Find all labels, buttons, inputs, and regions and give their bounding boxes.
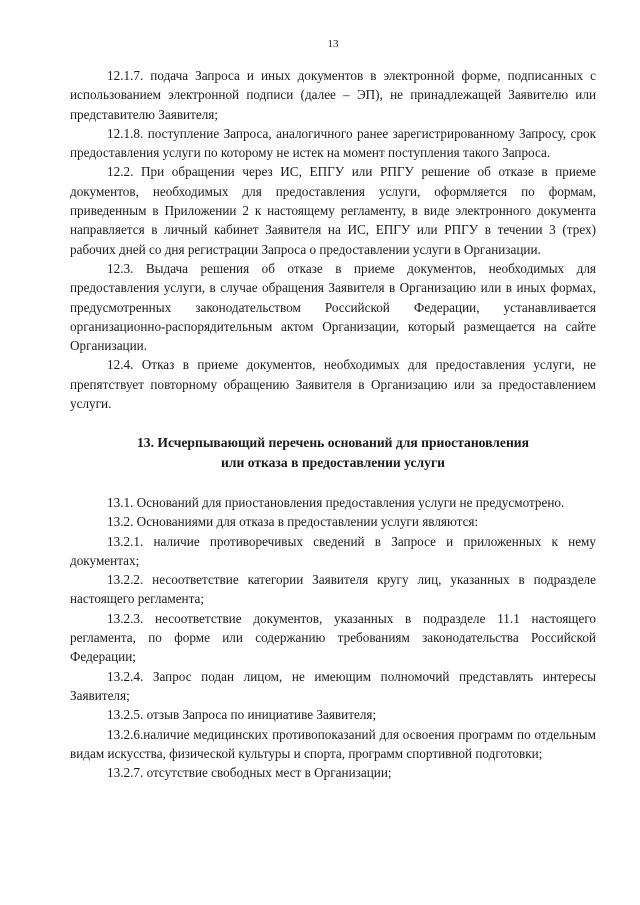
paragraph-13-2-2: 13.2.2. несоответствие категории Заявителя кругу лиц, указанных в подразделе настоящего регламента; — [70, 572, 596, 607]
paragraph-13-1: 13.1. Оснований для приостановления предоставления услуги не предусмотрено. — [107, 494, 565, 510]
paragraph-12-1-8: 12.1.8. поступление Запроса, аналогичного ранее зарегистрированному Запросу, срок предоставления услуги по которому не истек на момент поступления такого Запроса. — [70, 125, 596, 161]
paragraph-13-2-6: 13.2.6.наличие медицинских противопоказаний для освоения программ по отдельным видам искусства, физической культуры и спорта, программ спортивной подготовки; — [70, 726, 596, 761]
section-heading-line-2: или отказа в предоставлении услуги — [221, 454, 445, 470]
document-body — [70, 66, 596, 782]
paragraph-12-1-7: 12.1.7. подача Запроса и иных документов в электронной форме, подписанных с использованием электронной подписи (далее – ЭП), не принадлежащей Заявителю или представителю Заявителя; — [70, 68, 596, 122]
paragraph-12-2: 12.2. При обращении через ИС, ЕПГУ или РПГУ решение об отказе в приеме документов, необходимых для предоставления услуги, оформляется по формам, приведенным в Приложении 2 к настоящему регламенту, в виде электронного документа направляется в личный кабинет Заявителя на ИС, ЕПГУ или РПГУ в течении 3 (трех) рабочих дней со дня регистрации Запроса о предоставлении услуги в Организации. — [70, 164, 596, 257]
paragraph-13-2-7: 13.2.7. отсутствие свободных мест в Организации; — [107, 765, 392, 781]
paragraph-13-2-1: 13.2.1. наличие противоречивых сведений в Запросе и приложенных к нему документах; — [70, 533, 596, 568]
section-heading-13 — [70, 433, 596, 472]
paragraph-12-4: 12.4. Отказ в приеме документов, необходимых для предоставления услуги, не препятствует повторному обращению Заявителя в Организацию или за предоставлением услуги. — [70, 357, 596, 412]
paragraph-13-2-4: 13.2.4. Запрос подан лицом, не имеющим полномочий представлять интересы Заявителя; — [70, 668, 596, 703]
paragraph-13-2: 13.2. Основаниями для отказа в предоставлении услуги являются: — [107, 514, 479, 530]
paragraph-12-3: 12.3. Выдача решения об отказе в приеме документов, необходимых для предоставления услуги, в случае обращения Заявителя в Организацию или в иных формах, предусмотренных законодательством Российской Федерации, устанавливается организационно-распорядительным актом Организации, который размещается на сайте Организации. — [70, 260, 596, 354]
paragraph-13-2-3: 13.2.3. несоответствие документов, указанных в подразделе 11.1 настоящего регламента, по форме или содержанию требованиям законодательства Российской Федерации; — [70, 610, 596, 665]
section-heading-line-1: 13. Исчерпывающий перечень оснований для приостановления — [137, 435, 529, 451]
page-number: 13 — [327, 38, 339, 50]
paragraph-13-2-5: 13.2.5. отзыв Запроса по инициативе Заявителя; — [107, 707, 377, 723]
